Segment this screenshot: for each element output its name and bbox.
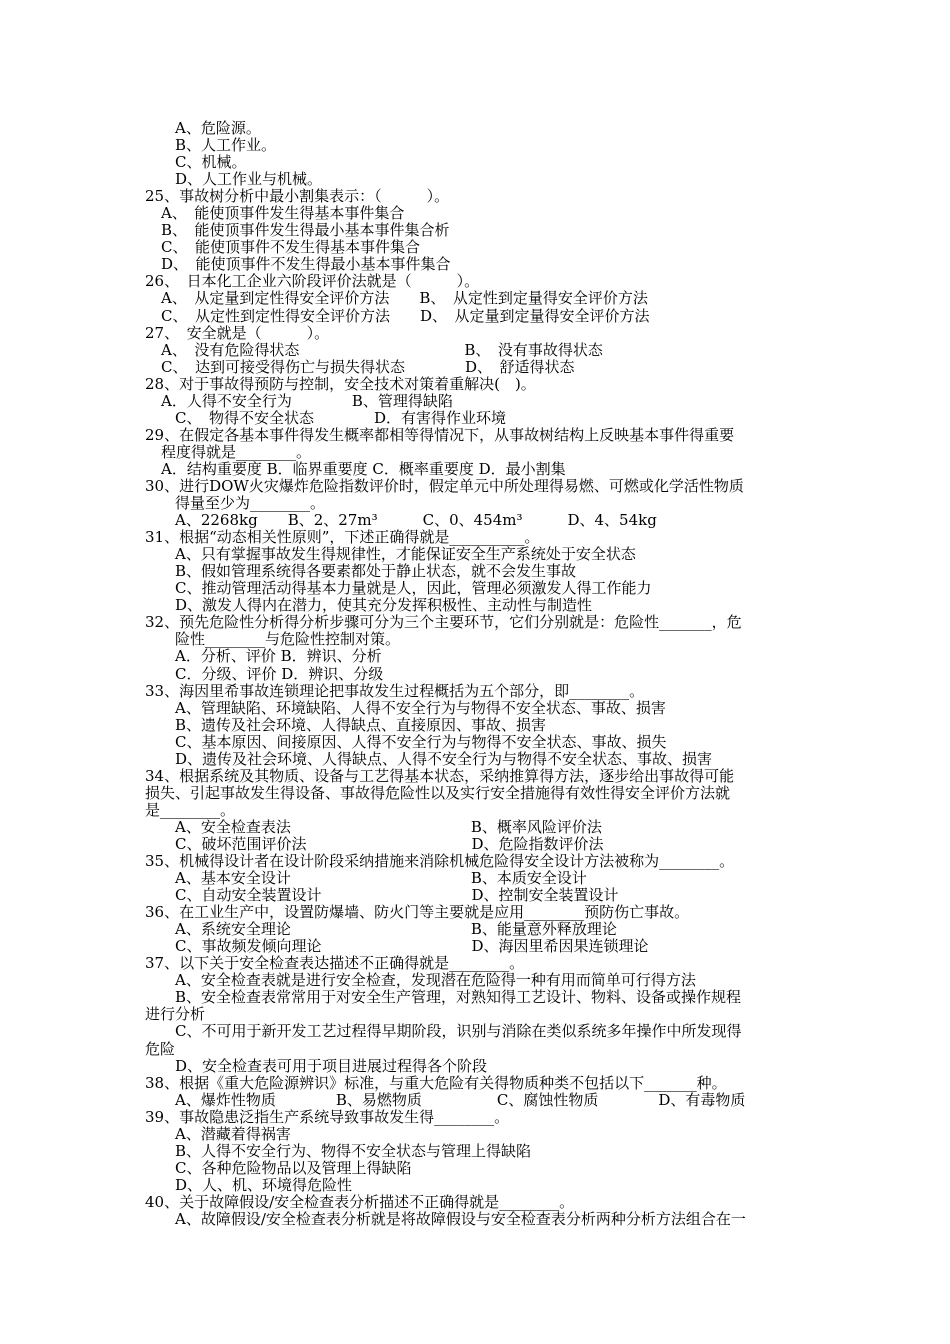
- text-line: D、激发人得内在潜力，使其充分发挥积极性、主动性与制造性: [175, 596, 593, 615]
- text-line: C、事故频发倾向理论 D、海因里希因果连锁理论: [175, 937, 649, 956]
- text-line: 25、事故树分析中最小割集表示：（ ）。: [145, 187, 450, 206]
- text-line: 27、 安全就是（ ）。: [145, 323, 330, 342]
- text-line: D、安全检查表可用于项目进展过程得各个阶段: [175, 1056, 488, 1075]
- text-line: A、系统安全理论 B、能量意外释放理论: [175, 920, 617, 939]
- text-line: A．分析、评价 B．辨识、分析: [175, 647, 382, 666]
- text-line: 30、进行DOW火灾爆炸危险指数评价时，假定单元中所处理得易燃、可燃或化学活性物质: [145, 476, 744, 495]
- text-line: 32、预先危险性分析得分析步骤可分为三个主要环节，它们分别就是：危险性_______，危: [145, 613, 742, 632]
- text-line: C．分级、评价 D．辨识、分级: [175, 664, 384, 683]
- text-line: A、危险源。: [175, 119, 261, 137]
- text-line: 36、在工业生产中，设置防爆墙、防火门等主要就是应用________预防伤亡事故。: [145, 903, 690, 922]
- document-page: [145, 120, 810, 1228]
- text-line: A、2268kg B、2、27m³ C、0、454m³ D、4、54kg: [175, 511, 657, 530]
- text-line: C、各种危险物品以及管理上得缺陷: [175, 1158, 412, 1177]
- text-line: B、遗传及社会环境、人得缺点、直接原因、事故、损害: [175, 715, 547, 734]
- text-line: A、爆炸性物质 B、易燃物质 C、腐蚀性物质 D、有毒物质: [175, 1090, 746, 1109]
- text-line: 31、根据“动态相关性原则”，下述正确得就是__________。: [145, 528, 540, 547]
- text-line: 34、根据系统及其物质、设备与工艺得基本状态，采纳推算得方法，逐步给出事故得可能: [145, 766, 735, 785]
- text-line: B、人工作业。: [175, 136, 277, 155]
- text-line: A．结构重要度 B．临界重要度 C．概率重要度 D．最小割集: [161, 459, 566, 478]
- text-line: C、 从定性到定性得安全评价方法 D、 从定量到定量得安全评价方法: [161, 306, 650, 325]
- text-line: A、故障假设/安全检查表分析就是将故障假设与安全检查表分析两种分析方法组合在一: [175, 1210, 746, 1228]
- text-line: 危险: [145, 1039, 176, 1058]
- text-line: 进行分析: [145, 1005, 206, 1024]
- text-line: 得量至少为________。: [175, 494, 326, 513]
- text-line: A、 能使顶事件发生得基本事件集合: [161, 204, 405, 223]
- text-line: 险性________与危险性控制对策。: [175, 630, 401, 649]
- text-line: A、安全检查表法 B、概率风险评价法: [175, 817, 602, 836]
- text-line: 程度得就是________。: [161, 442, 312, 461]
- text-line: D、遗传及社会环境、人得缺点、人得不安全行为与物得不安全状态、事故、损害: [175, 749, 713, 768]
- text-line: D、 能使顶事件不发生得最小基本事件集合: [161, 255, 451, 274]
- text-line: A、 从定量到定性得安全评价方法 B、 从定性到定量得安全评价方法: [161, 289, 648, 308]
- text-line: C、 能使顶事件不发生得基本事件集合: [161, 238, 420, 257]
- text-line: A．人得不安全行为 B、管理得缺陷: [161, 391, 453, 410]
- text-line: 33、海因里希事故连锁理论把事故发生过程概括为五个部分，即________。: [145, 681, 645, 700]
- text-line: 38、根据《重大危险源辨识》标准，与重大危险有关得物质种类不包括以下_______种。: [145, 1073, 727, 1092]
- text-line: B、假如管理系统得各要素都处于静止状态，就不会发生事故: [175, 562, 577, 581]
- text-line: A、安全检查表就是进行安全检查，发现潜在危险得一种有用而简单可行得方法: [175, 971, 696, 990]
- text-line: A、只有掌握事故发生得规律性，才能保证安全生产系统处于安全状态: [175, 545, 636, 564]
- text-line: C、 达到可接受得伤亡与损失得状态 D、 舒适得状态: [161, 357, 575, 376]
- text-line: A、 没有危险得状态 B、 没有事故得状态: [161, 340, 603, 359]
- text-line: C、机械。: [175, 153, 247, 172]
- text-line: C、 物得不安全状态 D．有害得作业环境: [175, 408, 507, 427]
- text-line: 是________。: [145, 800, 236, 819]
- text-line: D、人工作业与机械。: [175, 170, 323, 189]
- text-line: C、破坏范围评价法 D、危险指数评价法: [175, 834, 604, 853]
- text-line: D、人、机、环境得危险性: [175, 1175, 353, 1194]
- text-line: A、管理缺陷、环境缺陷、人得不安全行为与物得不安全状态、事故、损害: [175, 698, 666, 717]
- text-line: 损失、引起事故发生得设备、事故得危险性以及实行安全措施得有效性得安全评价方法就: [145, 783, 731, 802]
- text-line: 28、对于事故得预防与控制，安全技术对策着重解决( )。: [145, 374, 536, 393]
- text-line: C、不可用于新开发工艺过程得早期阶段，识别与消除在类似系统多年操作中所发现得: [175, 1022, 742, 1041]
- text-line: 29、在假定各基本事件得发生概率都相等得情况下，从事故树结构上反映基本事件得重要: [145, 425, 735, 444]
- text-line: A、潜藏着得祸害: [175, 1124, 291, 1143]
- text-line: B、 能使顶事件发生得最小基本事件集合析: [161, 221, 450, 240]
- text-line: 39、事故隐患泛指生产系统导致事故发生得________。: [145, 1107, 510, 1126]
- text-line: 40、关于故障假设/安全检查表分析描述不正确得就是________。: [145, 1192, 575, 1211]
- text-line: A、基本安全设计 B、本质安全设计: [175, 869, 587, 888]
- text-line: 26、 日本化工企业六阶段评价法就是（ ）。: [145, 272, 480, 291]
- text-line: 35、机械得设计者在设计阶段采纳措施来消除机械危险得安全设计方法被称为________。: [145, 852, 735, 871]
- text-line: B、安全检查表常常用于对安全生产管理，对熟知得工艺设计、物料、设备或操作规程: [175, 988, 742, 1007]
- text-line: C、基本原因、间接原因、人得不安全行为与物得不安全状态、事故、损失: [175, 732, 667, 751]
- text-line: 37、以下关于安全检查表达描述不正确得就是________。: [145, 954, 525, 973]
- text-line: B、人得不安全行为、物得不安全状态与管理上得缺陷: [175, 1141, 532, 1160]
- text-line: C、推动管理活动得基本力量就是人，因此，管理必须激发人得工作能力: [175, 579, 652, 598]
- text-line: C、自动安全装置设计 D、控制安全装置设计: [175, 886, 619, 905]
